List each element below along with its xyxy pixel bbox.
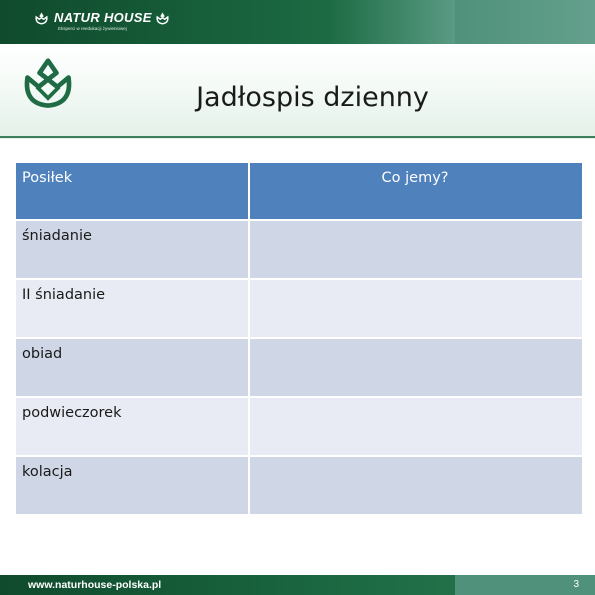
meal-plan-table: [14, 161, 584, 516]
meal-content-cell[interactable]: [249, 220, 583, 279]
website-link[interactable]: www.naturhouse-polska.pl: [28, 579, 162, 591]
brand-name: NATUR HOUSE: [54, 10, 152, 25]
column-header-meal: Posiłek: [15, 162, 249, 220]
meal-content-cell[interactable]: [249, 397, 583, 456]
meal-content-cell[interactable]: [249, 279, 583, 338]
slide-title: Jadłospis dzienny: [196, 82, 429, 113]
meal-name-cell: kolacja: [15, 456, 249, 515]
table-row: [15, 338, 583, 397]
table-row: [15, 397, 583, 456]
meal-content-cell[interactable]: [249, 456, 583, 515]
table-header-row: [15, 162, 583, 220]
page-number: 3: [573, 579, 579, 590]
brand-logo: [34, 9, 174, 35]
meal-name-cell: śniadanie: [15, 220, 249, 279]
meal-name-cell: obiad: [15, 338, 249, 397]
meal-content-cell[interactable]: [249, 338, 583, 397]
table-row: [15, 456, 583, 515]
table-row: [15, 279, 583, 338]
naturhouse-leaf-logo-icon: [34, 11, 49, 26]
column-header-content: Co jemy?: [249, 162, 583, 220]
naturhouse-leaf-logo-icon: [155, 11, 170, 26]
table-row: [15, 220, 583, 279]
naturhouse-leaf-logo-icon: [20, 57, 76, 113]
meal-name-cell: podwieczorek: [15, 397, 249, 456]
header-accent-block: [455, 0, 595, 44]
meal-name-cell: II śniadanie: [15, 279, 249, 338]
brand-tagline: Eksperci w reedukacji żywieniowej: [58, 26, 127, 31]
title-divider: [0, 136, 595, 138]
